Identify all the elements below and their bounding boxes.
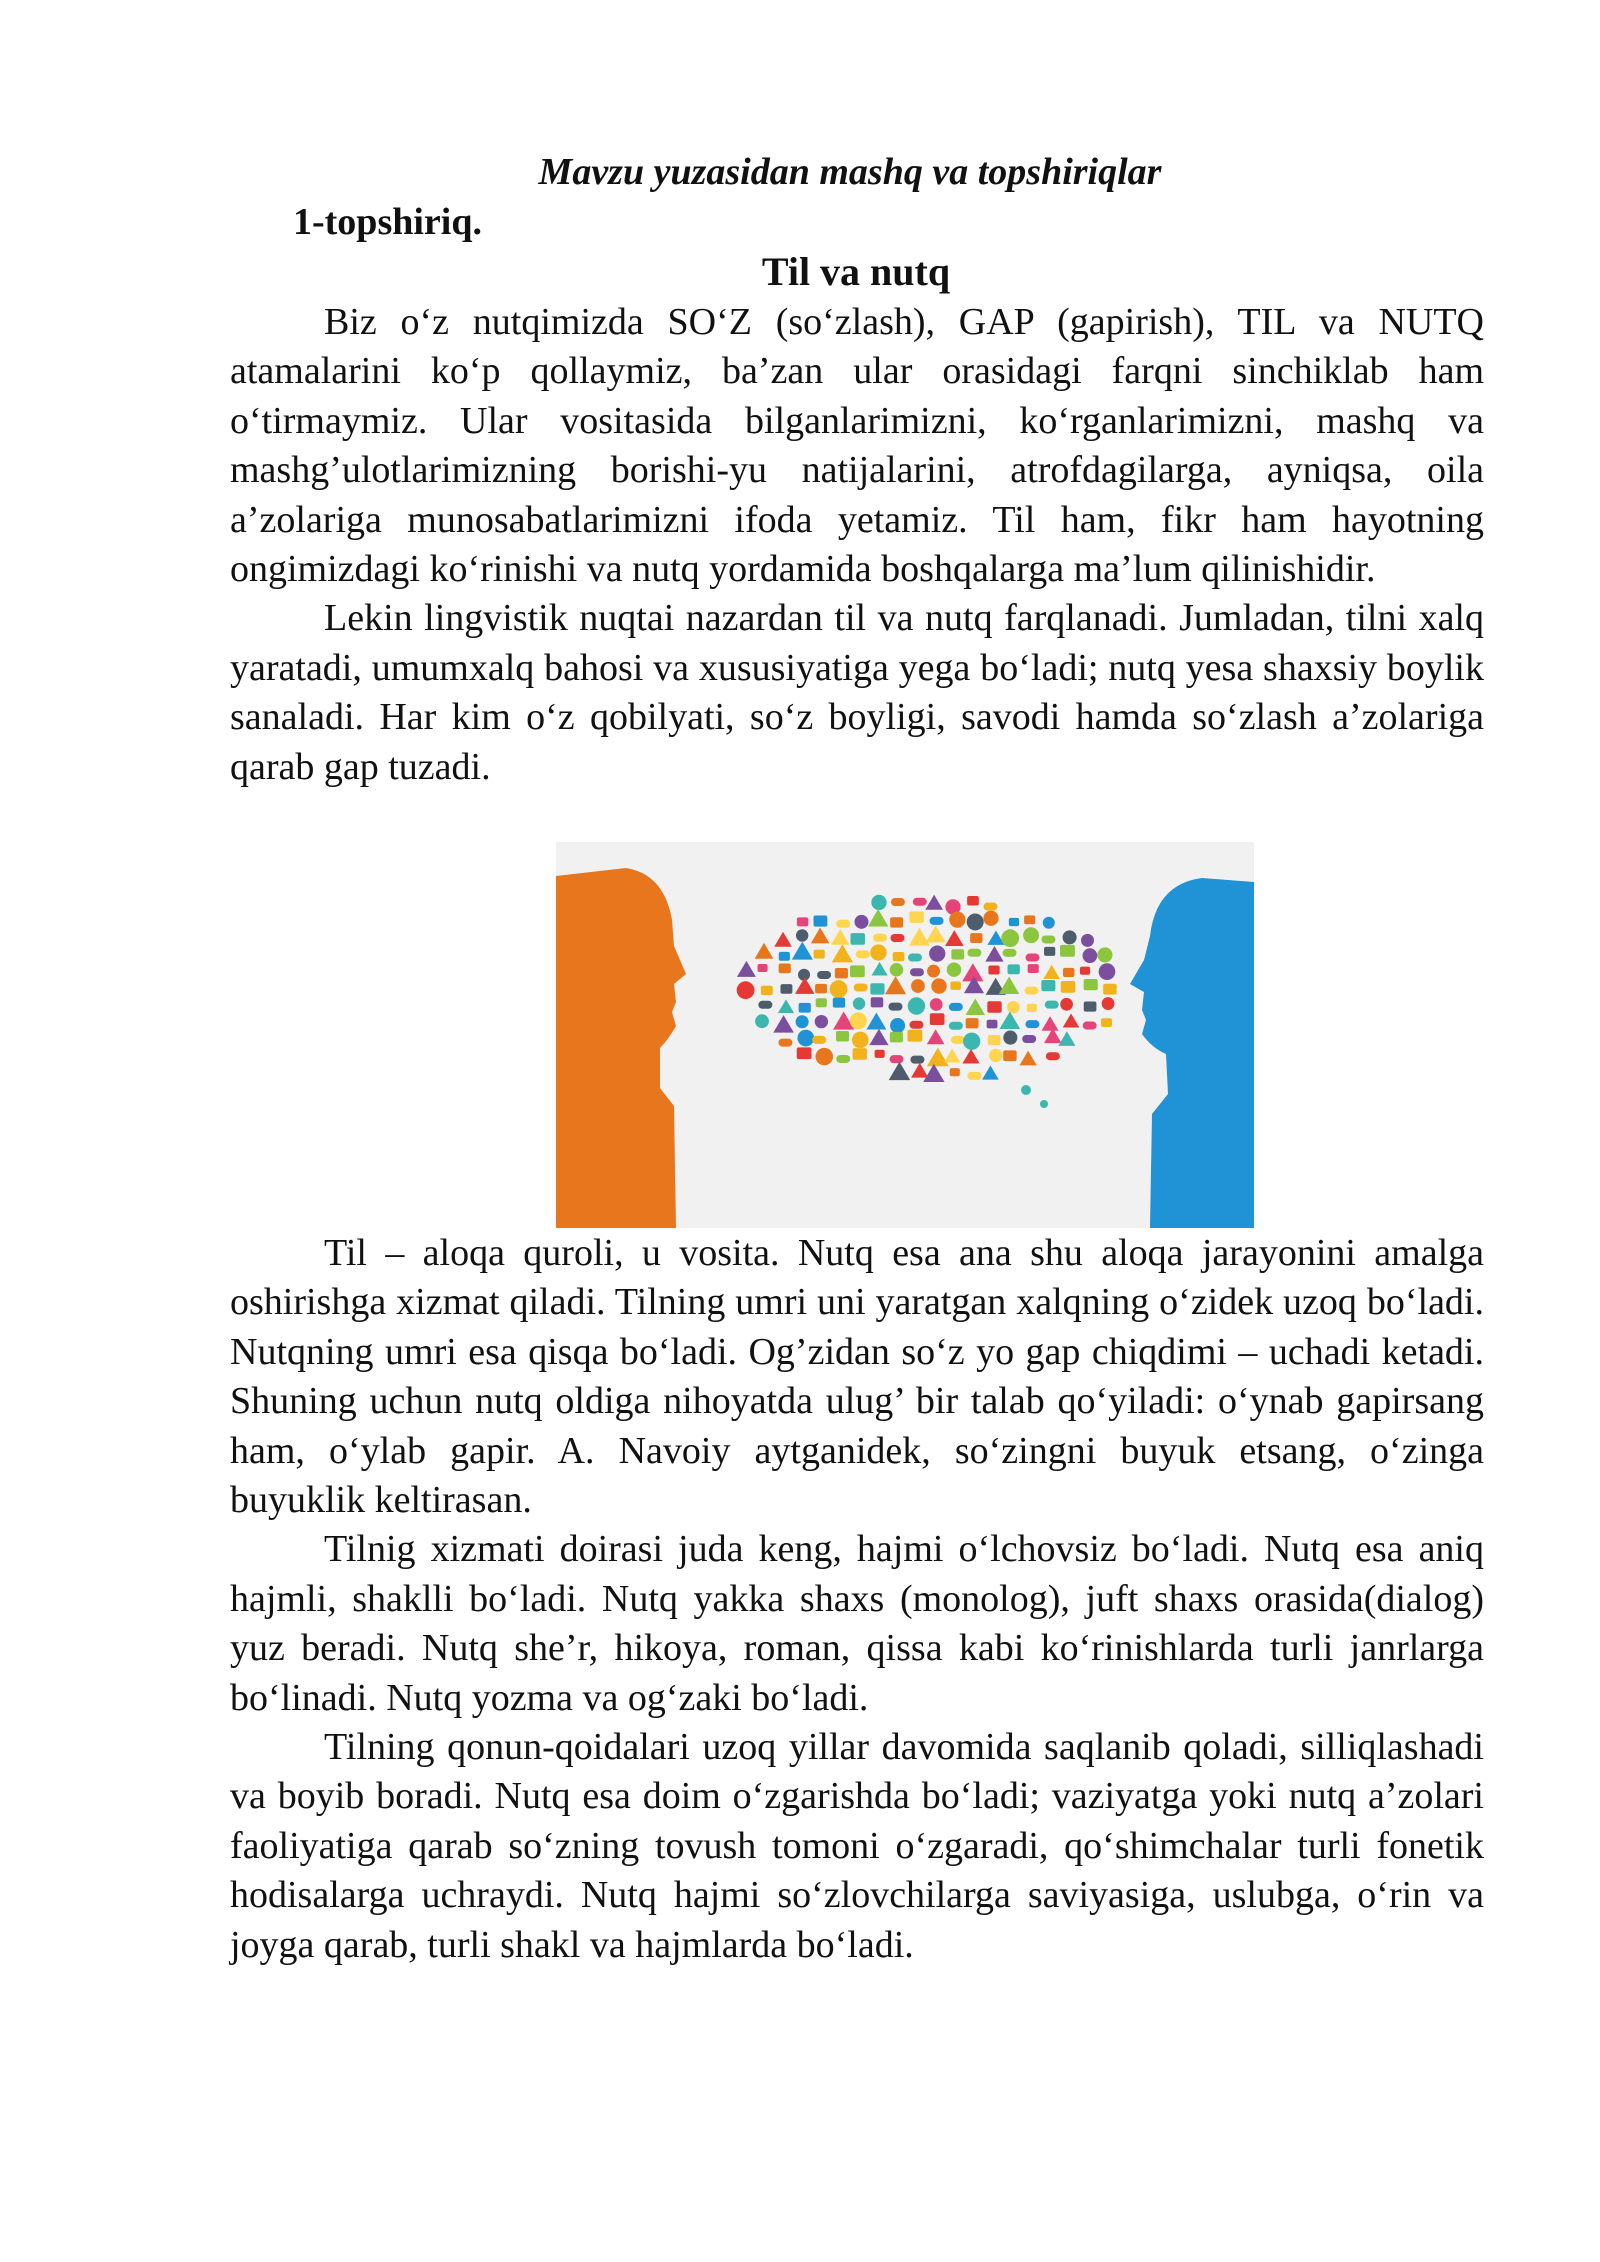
two-heads-speech-bubble-image xyxy=(556,842,1254,1228)
decorative-icon xyxy=(870,983,884,994)
decorative-icon xyxy=(871,895,886,910)
decorative-icon xyxy=(908,954,922,962)
decorative-icon xyxy=(1025,1020,1039,1028)
decorative-icon xyxy=(930,917,944,925)
decorative-icon xyxy=(983,911,998,926)
decorative-icon xyxy=(1028,964,1039,973)
decorative-icon xyxy=(909,1021,923,1029)
decorative-icon xyxy=(1061,981,1076,993)
decorative-icon xyxy=(836,920,850,928)
decorative-icon xyxy=(1103,984,1117,995)
bubble-tail-dot xyxy=(1040,1100,1048,1108)
decorative-icon xyxy=(815,984,827,994)
decorative-icon xyxy=(1007,1001,1020,1014)
decorative-icon xyxy=(908,997,925,1014)
decorative-icon xyxy=(967,913,984,930)
decorative-icon xyxy=(835,968,848,978)
decorative-icon xyxy=(888,1003,902,1011)
decorative-icon xyxy=(1102,997,1115,1010)
decorative-icon xyxy=(1101,1018,1112,1027)
decorative-icon xyxy=(873,934,887,942)
decorative-icon xyxy=(1045,1001,1059,1009)
decorative-icon xyxy=(1063,968,1074,977)
decorative-icon xyxy=(853,1048,867,1060)
decorative-icon xyxy=(779,952,790,961)
decorative-icon xyxy=(949,1003,963,1011)
decorative-icon xyxy=(987,1020,998,1029)
decorative-icon xyxy=(758,964,768,972)
decorative-icon xyxy=(812,1036,826,1044)
decorative-icon xyxy=(833,998,845,1008)
decorative-icon xyxy=(983,903,997,911)
decorative-icon xyxy=(814,950,825,959)
decorative-icon xyxy=(796,1015,809,1028)
decorative-icon xyxy=(1046,1052,1060,1060)
decorative-icon xyxy=(816,1048,834,1066)
decorative-icon xyxy=(758,1001,772,1009)
bubble-tail-dot xyxy=(1021,1085,1031,1095)
paragraph-2: Lekin lingvistik nuqtai nazardan til va nutq farqlanadi. Jumladan, tilni xalq yaratadi, umumxalq bahosi va xususiyatiga yega bo‘ladi; nutq yesa shaxsiy boylik sanaladi. Har kim o‘z qobilyati, so‘z boyligi, savodi hamda so‘zlash a’zolariga qarab gap tuzadi. xyxy=(230,597,1484,788)
decorative-icon xyxy=(1001,929,1019,947)
decorative-icon xyxy=(893,952,905,961)
decorative-icon xyxy=(875,1050,885,1058)
decorative-icon xyxy=(930,998,943,1011)
decorative-icon xyxy=(1084,1002,1097,1012)
decorative-icon xyxy=(910,1056,924,1064)
decorative-icon xyxy=(950,1068,960,1076)
paragraph-5: Tilning qonun-qoidalari uzoq yillar davomida saqlanib qoladi, silliqlashadi va boyib boradi. Nutq esa doim o‘zgarishda bo‘ladi; vaziyatga yoki nutq a’zolari faoliyatiga qarab so‘zning tovush tomoni o‘zgaradi, qo‘shimchalar turli fonetik hodisalarga uchraydi. Nutq hajmi so‘zlovchilarga saviyasiga, uslubga, o‘rin va joyga qarab, turli shakl va hajmlarda bo‘ladi. xyxy=(230,1726,1484,1966)
decorative-icon xyxy=(890,1018,905,1033)
decorative-icon xyxy=(909,911,923,922)
body-text-top xyxy=(230,298,1484,792)
decorative-icon xyxy=(871,997,884,1007)
decorative-icon xyxy=(1097,947,1112,962)
decorative-icon xyxy=(970,933,982,943)
decorative-icon xyxy=(1041,935,1055,943)
decorative-icon xyxy=(755,1014,769,1028)
decorative-icon xyxy=(907,1030,922,1042)
decorative-icon xyxy=(779,964,791,974)
paragraph-4: Tilnig xizmati doirasi juda keng, hajmi o‘lchovsiz bo‘ladi. Nutq esa aniq hajmli, shaklli bo‘ladi. Nutq yakka shaxs (monolog), juft shaxs orasida(dialog) yuz beradi. Nutq she’r, hikoya, roman, qissa kabi ko‘rinishlarda turli janrlarga bo‘linadi. Nutq yozma va og‘zaki bo‘ladi. xyxy=(230,1528,1484,1719)
decorative-icon xyxy=(930,1013,945,1025)
decorative-icon xyxy=(1026,954,1040,962)
decorative-icon xyxy=(797,1047,812,1059)
decorative-icon xyxy=(1027,1004,1037,1012)
decorative-icon xyxy=(1022,1035,1036,1043)
decorative-icon xyxy=(1041,980,1055,991)
decorative-icon xyxy=(947,962,961,976)
decorative-icon xyxy=(910,968,924,976)
decorative-icon xyxy=(855,915,869,929)
decorative-icon xyxy=(890,1032,903,1042)
decorative-icon xyxy=(949,1022,963,1030)
decorative-icon xyxy=(890,934,904,942)
decorative-icon xyxy=(852,1032,869,1049)
decorative-icon xyxy=(967,896,979,905)
decorative-icon xyxy=(951,1036,965,1044)
decorative-icon xyxy=(927,965,940,978)
decorative-icon xyxy=(856,950,870,958)
decorative-icon xyxy=(1081,934,1094,947)
decorative-icon xyxy=(890,963,904,977)
decorative-icon xyxy=(951,949,964,959)
decorative-icon xyxy=(950,981,960,989)
paragraph-1: Biz o‘z nutqimizda SO‘Z (so‘zlash), GAP (gapirish), TIL va NUTQ atamalarini ko‘p qollaymiz, ba’zan ular orasidagi farqni sinchiklab ham o‘tirmaymiz. Ular vositasida bilganlarimizni, ko‘rganlarimizni, mashq va mashg’ulotlarimizning borishi-yu natijalarini, atrofdagilarga, ayniqsa, oila a’zolariga munosabatlarimizni ifoda yetamiz. Til ham, fikr ham hayotning ongimizdagi ko‘rinishi va nutq yordamida boshqalarga ma’lum qilinishidir. xyxy=(230,301,1484,591)
decorative-icon xyxy=(987,1001,1001,1012)
decorative-icon xyxy=(1080,967,1090,975)
decorative-icon xyxy=(830,980,848,998)
decorative-icon xyxy=(963,1033,980,1050)
decorative-icon xyxy=(1084,979,1098,990)
decorative-icon xyxy=(988,1035,1001,1045)
decorative-icon xyxy=(815,1015,828,1028)
decorative-icon xyxy=(913,898,927,906)
decorative-icon xyxy=(1043,917,1055,929)
decorative-icon xyxy=(1003,949,1017,957)
conversation-illustration xyxy=(556,842,1254,1228)
decorative-icon xyxy=(966,1018,979,1028)
decorative-icon xyxy=(836,1031,849,1041)
decorative-icon xyxy=(989,1049,1002,1062)
decorative-icon xyxy=(1063,930,1077,944)
decorative-icon xyxy=(1003,1050,1016,1061)
decorative-icon xyxy=(1009,918,1019,926)
decorative-icon xyxy=(1082,948,1097,963)
decorative-icon xyxy=(929,946,945,962)
decorative-icon xyxy=(1044,947,1055,956)
decorative-icon xyxy=(967,1072,981,1080)
body-text-bottom xyxy=(230,1229,1484,1970)
decorative-icon xyxy=(853,997,865,1009)
decorative-icon xyxy=(799,1003,811,1013)
decorative-icon xyxy=(817,971,831,979)
decorative-icon xyxy=(816,998,827,1007)
decorative-icon xyxy=(780,984,792,994)
decorative-icon xyxy=(778,1039,792,1047)
decorative-icon xyxy=(1003,1031,1017,1045)
decorative-icon xyxy=(761,986,773,996)
decorative-icon xyxy=(967,949,981,957)
decorative-icon xyxy=(890,1055,904,1063)
section-heading: Mavzu yuzasidan mashq va topshiriqlar xyxy=(538,151,1162,193)
decorative-icon xyxy=(797,1030,814,1047)
decorative-icon xyxy=(1024,915,1035,924)
decorative-icon xyxy=(870,944,886,960)
decorative-icon xyxy=(737,981,755,999)
decorative-icon xyxy=(1008,964,1020,974)
decorative-icon xyxy=(931,978,946,993)
decorative-icon xyxy=(890,917,903,927)
decorative-icon xyxy=(891,898,905,906)
decorative-icon xyxy=(796,929,808,941)
document-subtitle: Til va nutq xyxy=(761,249,951,294)
decorative-icon xyxy=(850,965,865,977)
decorative-icon xyxy=(1099,963,1116,980)
paragraph-3: Til – aloqa quroli, u vosita. Nutq esa ana shu aloqa jarayonini amalga oshirishga xizmat qiladi. Tilning umri uni yaratgan xalqning o‘zidek uzoq bo‘ladi. Nutqning umri esa qisqa bo‘ladi. Og’zidan so‘z yo gap chiqdimi – uchadi ketadi. Shuning uchun nutq oldiga nihoyatda ulug’ bir talab qo‘yiladi: o‘ynab gapirsang ham, o‘ylab gapir. A. Navoiy aytganidek, so‘zingni buyuk etsang, o‘zinga buyuklik keltirasan. xyxy=(230,1232,1484,1522)
decorative-icon xyxy=(1060,945,1075,957)
decorative-icon xyxy=(988,966,999,975)
decorative-icon xyxy=(814,916,828,927)
task-label: 1-topshiriq. xyxy=(293,201,482,243)
decorative-icon xyxy=(949,911,965,927)
decorative-icon xyxy=(911,979,925,993)
decorative-icon xyxy=(1024,987,1038,995)
decorative-icon xyxy=(797,917,808,926)
decorative-icon xyxy=(836,1055,850,1063)
decorative-icon xyxy=(1023,927,1039,943)
decorative-icon xyxy=(1060,998,1073,1011)
decorative-icon xyxy=(1083,1022,1097,1030)
decorative-icon xyxy=(850,933,865,945)
decorative-icon xyxy=(850,1012,867,1029)
decorative-icon xyxy=(854,983,868,991)
